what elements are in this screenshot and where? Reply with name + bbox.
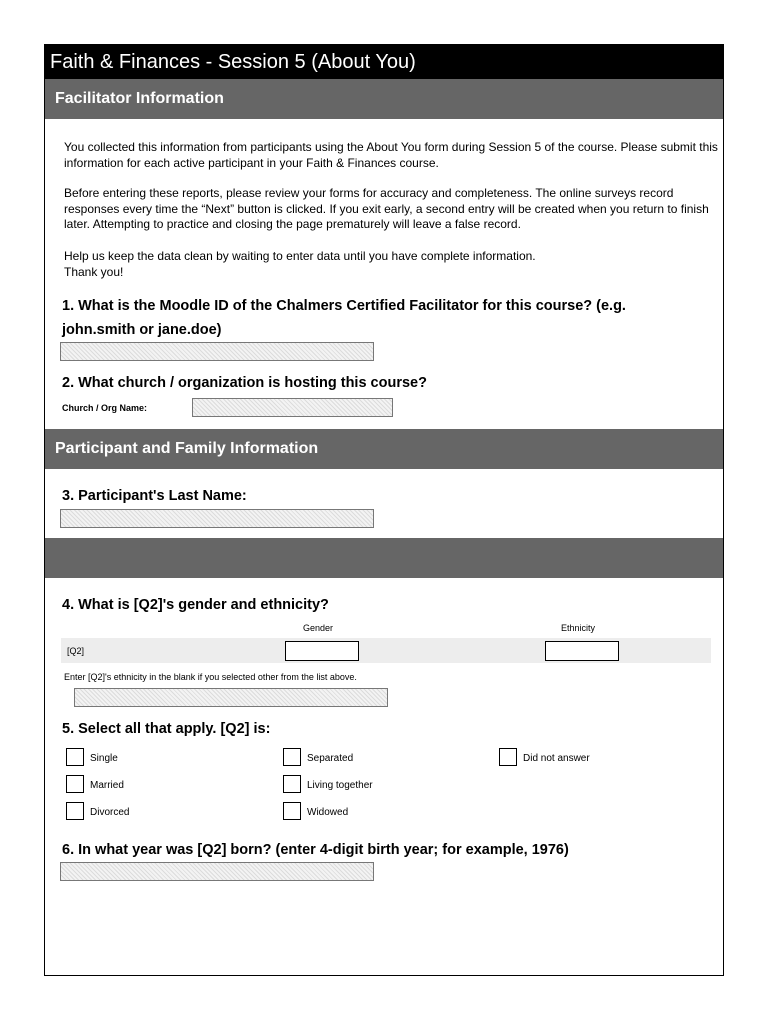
question-1-label: 1. What is the Moodle ID of the Chalmers Certified Facilitator for this course? (e.g. john.smith or jane.doe) bbox=[62, 298, 626, 338]
question-6-label: 6. In what year was [Q2] born? (enter 4-digit birth year; for example, 1976) bbox=[62, 842, 569, 858]
intro-paragraph-1: You collected this information from participants using the About You form during Session 5 of the course. Please submit this information for each active participant in your Faith & Finances course. bbox=[64, 140, 718, 170]
checkbox-divorced-label: Divorced bbox=[90, 807, 130, 818]
question-5-label: 5. Select all that apply. [Q2] is: bbox=[62, 721, 271, 737]
row-label-q2: [Q2] bbox=[67, 646, 85, 656]
gender-select[interactable] bbox=[285, 641, 359, 661]
checkbox-did-not-answer[interactable] bbox=[499, 748, 517, 766]
checkbox-did-not-answer-label: Did not answer bbox=[523, 753, 590, 764]
checkbox-divorced[interactable] bbox=[66, 802, 84, 820]
checkbox-married[interactable] bbox=[66, 775, 84, 793]
ethnicity-other-input[interactable] bbox=[74, 688, 388, 707]
form-title: Faith & Finances - Session 5 (About You) bbox=[45, 45, 723, 79]
checkbox-separated-label: Separated bbox=[307, 753, 354, 764]
intro-paragraph-3 bbox=[64, 249, 724, 280]
ethnicity-select[interactable] bbox=[545, 641, 619, 661]
form-frame bbox=[44, 44, 724, 976]
gender-column-header: Gender bbox=[303, 623, 334, 633]
checkbox-separated[interactable] bbox=[283, 748, 301, 766]
checkbox-single-label: Single bbox=[90, 753, 118, 764]
checkbox-widowed-label: Widowed bbox=[307, 807, 349, 818]
last-name-input[interactable] bbox=[60, 509, 374, 528]
checkbox-living-together[interactable] bbox=[283, 775, 301, 793]
checkbox-single[interactable] bbox=[66, 748, 84, 766]
church-org-label: Church / Org Name: bbox=[62, 403, 148, 413]
checkbox-married-label: Married bbox=[90, 780, 124, 791]
birth-year-input[interactable] bbox=[60, 862, 374, 881]
moodle-id-input[interactable] bbox=[60, 342, 374, 361]
checkbox-widowed[interactable] bbox=[283, 802, 301, 820]
checkbox-living-together-label: Living together bbox=[307, 780, 373, 791]
section-blank-bar bbox=[45, 538, 723, 578]
intro-help-text: Help us keep the data clean by waiting to enter data until you have complete information. bbox=[64, 249, 536, 263]
intro-paragraph-2: Before entering these reports, please review your forms for accuracy and completeness. The online surveys record responses every time the “Next” button is clicked. If you exit early, a second entry will be created when you return to finish later. Attempting to practice and closing the page prematurely will leave a false record. bbox=[64, 186, 709, 231]
question-2-label: 2. What church / organization is hosting this course? bbox=[62, 375, 427, 391]
section-participant-family-information: Participant and Family Information bbox=[45, 429, 723, 469]
intro-thank-you: Thank you! bbox=[64, 264, 124, 279]
section-facilitator-information: Facilitator Information bbox=[45, 79, 723, 119]
ethnicity-column-header: Ethnicity bbox=[561, 623, 596, 633]
ethnicity-other-note: Enter [Q2]'s ethnicity in the blank if you selected other from the list above. bbox=[64, 672, 357, 682]
gender-ethnicity-row bbox=[61, 638, 711, 663]
church-org-input[interactable] bbox=[192, 398, 393, 417]
question-3-label: 3. Participant's Last Name: bbox=[62, 488, 247, 504]
question-4-label: 4. What is [Q2]'s gender and ethnicity? bbox=[62, 597, 329, 613]
